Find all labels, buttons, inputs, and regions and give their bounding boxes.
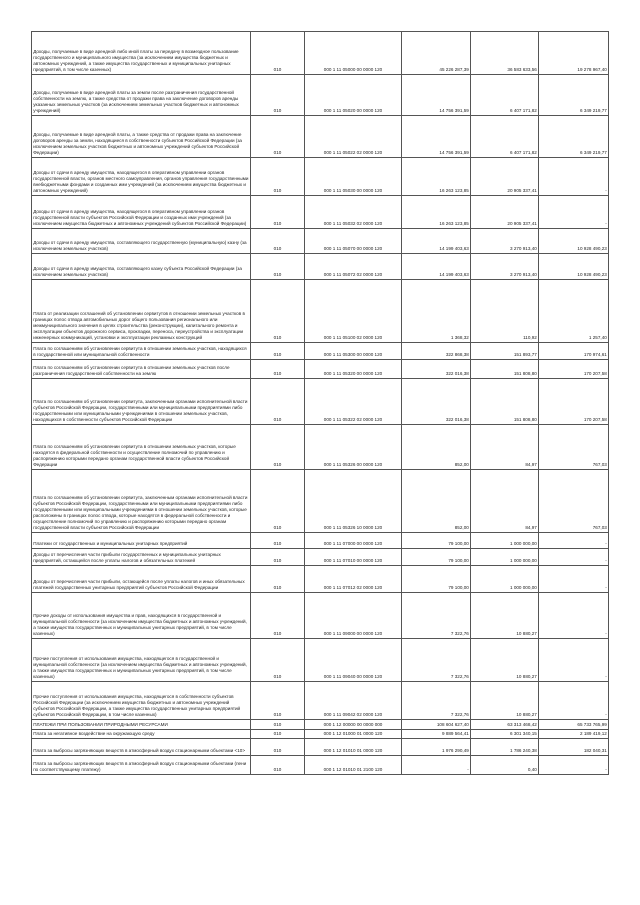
row-line-code: 010	[251, 756, 305, 775]
row-value-approved: 7 322,76	[402, 593, 471, 639]
table-row	[32, 75, 609, 116]
row-value-unexecuted: 6 349 219,77	[539, 116, 609, 158]
row-name: Плата за выбросы загрязняющих веществ в атмосферный воздух стационарными объектами <10>	[32, 739, 251, 756]
row-line-code: 010	[251, 682, 305, 720]
row-line-code: 010	[251, 566, 305, 593]
row-value-unexecuted: -	[539, 158, 609, 196]
row-value-approved: 1 976 290,49	[402, 739, 471, 756]
row-value-executed: 151 808,80	[471, 379, 539, 425]
row-value-approved: 7 322,76	[402, 682, 471, 720]
row-name: Плата за негативное воздействие на окружающую среду	[32, 730, 251, 739]
table-row	[32, 730, 609, 739]
row-budget-code: 000 1 11 05030 00 0000 120	[305, 158, 402, 196]
row-value-unexecuted: -	[539, 549, 609, 566]
row-name: Плата за выбросы загрязняющих веществ в атмосферный воздух стационарными объектами (пени по соответствующему платежу)	[32, 756, 251, 775]
row-value-approved: 79 100,00	[402, 566, 471, 593]
row-value-executed: 84,97	[471, 470, 539, 533]
table-row	[32, 549, 609, 566]
budget-income-table	[31, 31, 609, 775]
row-value-executed: 6 407 171,82	[471, 75, 539, 116]
row-value-approved: 9 889 564,41	[402, 730, 471, 739]
row-name: Доходы от сдачи в аренду имущества, составляющего государственную (муниципальную) казну (за исключением земельных участков)	[32, 229, 251, 254]
row-value-approved: 14 199 403,63	[402, 254, 471, 280]
row-line-code: 010	[251, 360, 305, 379]
row-value-approved: 14 199 403,63	[402, 229, 471, 254]
row-value-unexecuted: 2 189 419,12	[539, 730, 609, 739]
row-budget-code: 000 1 11 05100 02 0000 120	[305, 280, 402, 343]
table-row	[32, 425, 609, 470]
row-line-code: 010	[251, 32, 305, 75]
row-name: ПЛАТЕЖИ ПРИ ПОЛЬЗОВАНИИ ПРИРОДНЫМИ РЕСУРСАМИ	[32, 720, 251, 730]
row-name: Плата по соглашениям об установлении сервитута, заключенным органами исполнительной власти субъектов Российской Федерации, государственными или муниципальными предприятиями либо государственными или муниципальными учреждениями в отношении земельных участков, находящихся в собственности субъектов Российской Федерации	[32, 379, 251, 425]
row-line-code: 010	[251, 229, 305, 254]
table-row	[32, 229, 609, 254]
row-value-unexecuted: 182 040,31	[539, 739, 609, 756]
row-value-executed: 151 893,77	[471, 343, 539, 360]
row-name: Прочие поступления от использования имущества, находящегося в собственности субъектов Российской Федерации (за исключением имущества бюджетных и автономных учреждений субъектов Российской Федерации, а также имущества государственных унитарных предприятий субъектов Российской Федерации, в том числе казенных)	[32, 682, 251, 720]
row-value-executed: 20 905 337,41	[471, 196, 539, 229]
row-budget-code: 000 1 11 07010 00 0000 120	[305, 549, 402, 566]
row-value-unexecuted: -	[539, 566, 609, 593]
row-value-approved: 852,00	[402, 425, 471, 470]
row-line-code: 010	[251, 254, 305, 280]
table-row	[32, 533, 609, 549]
row-budget-code: 000 1 11 05300 00 0000 120	[305, 343, 402, 360]
row-line-code: 010	[251, 75, 305, 116]
row-value-executed: 1 000 000,00	[471, 549, 539, 566]
row-budget-code: 000 1 12 01010 01 2100 120	[305, 756, 402, 775]
row-line-code: 010	[251, 196, 305, 229]
row-line-code: 010	[251, 533, 305, 549]
table-row	[32, 593, 609, 639]
row-line-code: 010	[251, 280, 305, 343]
row-value-unexecuted: 170 974,61	[539, 343, 609, 360]
row-budget-code: 000 1 11 05000 00 0000 120	[305, 32, 402, 75]
row-value-approved: 852,00	[402, 470, 471, 533]
table-row	[32, 32, 609, 75]
table-row	[32, 343, 609, 360]
row-line-code: 010	[251, 470, 305, 533]
row-budget-code: 000 1 11 05070 00 0000 120	[305, 229, 402, 254]
row-value-approved: 14 756 391,59	[402, 75, 471, 116]
row-budget-code: 000 1 11 07000 00 0000 120	[305, 533, 402, 549]
row-value-approved: 45 226 287,39	[402, 32, 471, 75]
row-value-executed: 3 270 913,40	[471, 229, 539, 254]
row-budget-code: 000 1 11 05072 02 0000 120	[305, 254, 402, 280]
row-budget-code: 000 1 11 05022 02 0000 120	[305, 116, 402, 158]
row-value-approved: 16 263 123,85	[402, 158, 471, 196]
row-value-approved: 79 100,00	[402, 533, 471, 549]
row-line-code: 010	[251, 379, 305, 425]
row-name: Доходы от перечисления части прибыли государственных и муниципальных унитарных предприятий, остающейся после уплаты налогов и обязательных платежей	[32, 549, 251, 566]
row-value-approved: 16 263 123,85	[402, 196, 471, 229]
row-value-executed: 1 000 000,00	[471, 533, 539, 549]
row-value-unexecuted: 6 349 219,77	[539, 75, 609, 116]
row-value-executed: 36 583 633,56	[471, 32, 539, 75]
table-row	[32, 196, 609, 229]
row-value-unexecuted: 10 928 490,23	[539, 254, 609, 280]
row-name: Доходы от сдачи в аренду имущества, составляющего казну субъекта Российской Федерации (за исключением земельных участков)	[32, 254, 251, 280]
row-budget-code: 000 1 11 05032 02 0000 120	[305, 196, 402, 229]
row-value-approved: -	[402, 756, 471, 775]
row-value-executed: 20 905 337,41	[471, 158, 539, 196]
table-row	[32, 739, 609, 756]
row-name: Доходы от сдачи в аренду имущества, находящегося в оперативном управлении органов государственной власти субъектов Российской Федерации и созданных ими учреждений (за исключением имущества бюджетных и автономных учреждений субъектов Российской Федерации)	[32, 196, 251, 229]
row-value-unexecuted: 10 928 490,23	[539, 229, 609, 254]
row-value-executed: 10 880,27	[471, 682, 539, 720]
table-row	[32, 470, 609, 533]
row-value-unexecuted: 767,03	[539, 470, 609, 533]
row-value-unexecuted: 170 207,58	[539, 360, 609, 379]
row-budget-code: 000 1 11 05326 00 0000 120	[305, 425, 402, 470]
row-value-executed: 10 880,27	[471, 639, 539, 682]
row-name: Доходы, получаемые в виде арендной платы за земли после разграничения государственной собственности на землю, а также средства от продажи права на заключение договоров аренды указанных земельных участков (за исключением земельных участков бюджетных и автономных учреждений)	[32, 75, 251, 116]
row-value-unexecuted: -	[539, 682, 609, 720]
row-name: Доходы от сдачи в аренду имущества, находящегося в оперативном управлении органов государственной власти, органов местного самоуправления, органов управления государственными внебюджетными фондами и созданных ими учреждений (за исключением имущества бюджетных и автономных учреждений)	[32, 158, 251, 196]
row-value-approved: 14 756 391,59	[402, 116, 471, 158]
table-row	[32, 720, 609, 730]
row-name: Плата по соглашениям об установлении сервитута в отношении земельных участков, которые находятся в федеральной собственности и осуществление полномочий по управлению и распоряжению которыми передано органам государственной власти субъектов Российской Федерации	[32, 425, 251, 470]
row-value-approved: 79 100,00	[402, 549, 471, 566]
row-budget-code: 000 1 11 09042 02 0000 120	[305, 682, 402, 720]
row-value-approved: 108 604 627,40	[402, 720, 471, 730]
row-budget-code: 000 1 11 05322 02 0000 120	[305, 379, 402, 425]
table-row	[32, 116, 609, 158]
row-name: Плата от реализации соглашений об установлении сервитутов в отношении земельных участков в границах полос отвода автомобильных дорог общего пользования регионального или межмуниципального значения в целях строительства (реконструкции), капитального ремонта и эксплуатации объектов дорожного сервиса, прокладки, переноса, переустройства и эксплуатации инженерных коммуникаций, установки и эксплуатации рекламных конструкций	[32, 280, 251, 343]
table-row	[32, 280, 609, 343]
row-value-executed: 110,92	[471, 280, 539, 343]
row-line-code: 010	[251, 720, 305, 730]
row-value-unexecuted: -	[539, 593, 609, 639]
row-value-approved: 1 368,32	[402, 280, 471, 343]
row-budget-code: 000 1 12 00000 00 0000 000	[305, 720, 402, 730]
row-value-unexecuted: -	[539, 756, 609, 775]
row-budget-code: 000 1 12 01000 01 0000 120	[305, 730, 402, 739]
table-row	[32, 379, 609, 425]
row-name: Платежи от государственных и муниципальных унитарных предприятий	[32, 533, 251, 549]
row-name: Плата по соглашениям об установлении сервитута в отношении земельных участков после разграничения государственной собственности на землю	[32, 360, 251, 379]
row-value-approved: 322 868,38	[402, 343, 471, 360]
row-line-code: 010	[251, 549, 305, 566]
row-value-executed: 63 313 468,42	[471, 720, 539, 730]
row-value-executed: 6 301 340,15	[471, 730, 539, 739]
row-budget-code: 000 1 11 09040 00 0000 120	[305, 639, 402, 682]
row-budget-code: 000 1 11 05320 00 0000 120	[305, 360, 402, 379]
row-value-executed: 84,97	[471, 425, 539, 470]
row-value-executed: 1 000 000,00	[471, 566, 539, 593]
table-row	[32, 158, 609, 196]
row-value-unexecuted: 767,03	[539, 425, 609, 470]
table-row	[32, 566, 609, 593]
row-line-code: 010	[251, 730, 305, 739]
table-row	[32, 756, 609, 775]
row-budget-code: 000 1 11 05326 10 0000 120	[305, 470, 402, 533]
row-name: Прочие поступления от использования имущества, находящегося в государственной и муниципальной собственности (за исключением имущества бюджетных и автономных учреждений, а также имущества государственных и муниципальных унитарных предприятий, в том числе казенных)	[32, 639, 251, 682]
table-row	[32, 360, 609, 379]
row-value-executed: 6 407 171,82	[471, 116, 539, 158]
row-value-executed: 0,40	[471, 756, 539, 775]
row-budget-code: 000 1 11 07012 02 0000 120	[305, 566, 402, 593]
row-value-unexecuted: -	[539, 639, 609, 682]
row-value-unexecuted: 1 257,40	[539, 280, 609, 343]
row-name: Доходы от перечисления части прибыли, остающейся после уплаты налогов и иных обязательных платежей государственных унитарных предприятий субъектов Российской Федерации	[32, 566, 251, 593]
table-row	[32, 682, 609, 720]
row-name: Доходы, получаемые в виде арендной платы, а также средства от продажи права на заключение договоров аренды за земли, находящиеся в собственности субъектов Российской Федерации (за исключением земельных участков бюджетных и автономных учреждений субъектов Российской Федерации)	[32, 116, 251, 158]
row-value-executed: 3 270 913,40	[471, 254, 539, 280]
row-line-code: 010	[251, 116, 305, 158]
row-name: Плата по соглашениям об установлении сервитута, заключенным органами исполнительной власти субъектов Российской Федерации, государственными или муниципальными предприятиями либо государственными или муниципальными учреждениями в отношении земельных участков, которые расположены в границах полос отвода, которые находятся в федеральной собственности и осуществление полномочий по управлению и распоряжению которыми передано органам государственной власти субъектов Российской Федерации	[32, 470, 251, 533]
row-name: Доходы, получаемые в виде арендной либо иной платы за передачу в возмездное пользование государственного и муниципального имущества (за исключением имущества бюджетных и автономных учреждений, а также имущества государственных и муниципальных унитарных предприятий, в том числе казенных)	[32, 32, 251, 75]
row-value-executed: 10 880,27	[471, 593, 539, 639]
row-value-approved: 322 016,38	[402, 379, 471, 425]
row-line-code: 010	[251, 593, 305, 639]
row-budget-code: 000 1 12 01010 01 0000 120	[305, 739, 402, 756]
row-value-unexecuted: -	[539, 196, 609, 229]
row-value-unexecuted: -	[539, 533, 609, 549]
table-row	[32, 639, 609, 682]
row-budget-code: 000 1 11 09000 00 0000 120	[305, 593, 402, 639]
row-budget-code: 000 1 11 05020 00 0000 120	[305, 75, 402, 116]
row-value-unexecuted: 65 733 765,99	[539, 720, 609, 730]
row-value-approved: 7 322,76	[402, 639, 471, 682]
row-line-code: 010	[251, 639, 305, 682]
row-value-approved: 322 016,38	[402, 360, 471, 379]
row-line-code: 010	[251, 739, 305, 756]
row-name: Прочие доходы от использования имущества и прав, находящихся в государственной и муниципальной собственности (за исключением имущества бюджетных и автономных учреждений, а также имущества государственных и муниципальных унитарных предприятий, в том числе казенных)	[32, 593, 251, 639]
table-row	[32, 254, 609, 280]
row-name: Плата по соглашениям об установлении сервитута в отношении земельных участков, находящихся в государственной или муниципальной собственности	[32, 343, 251, 360]
row-value-unexecuted: 170 207,58	[539, 379, 609, 425]
row-value-executed: 151 808,80	[471, 360, 539, 379]
row-line-code: 010	[251, 343, 305, 360]
row-line-code: 010	[251, 158, 305, 196]
row-line-code: 010	[251, 425, 305, 470]
row-value-executed: 1 786 240,38	[471, 739, 539, 756]
row-value-unexecuted: 19 278 967,40	[539, 32, 609, 75]
